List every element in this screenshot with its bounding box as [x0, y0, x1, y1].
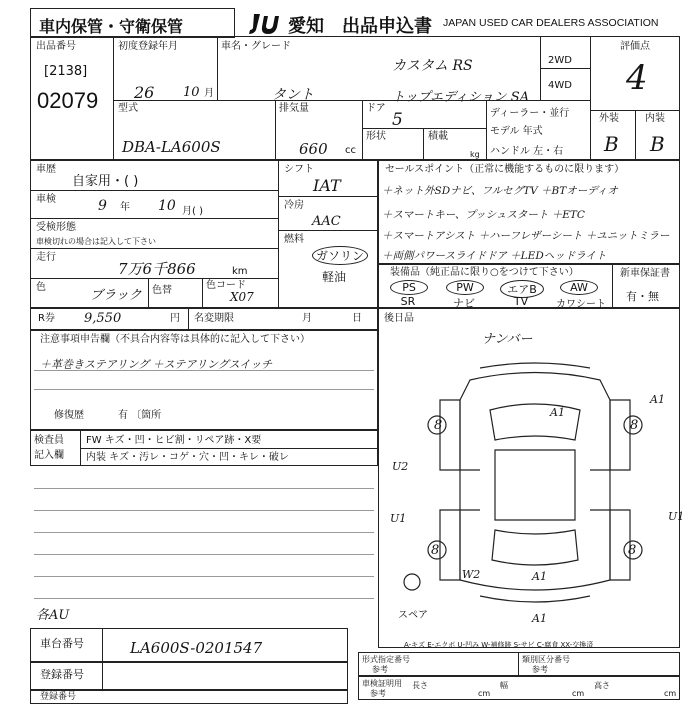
selling-point-1: ＋ネット外SDナビ、フルセグTV ＋BTオーディオ — [382, 185, 618, 197]
type-designation-label2: 参考 — [372, 665, 388, 674]
recycle-unit: 円 — [170, 313, 180, 324]
registration-month: 10 — [183, 85, 200, 100]
model-value: DBA-LA600S — [122, 138, 221, 156]
doors-label: ドア — [366, 103, 386, 114]
wheel-mark-rl: 8 — [431, 543, 440, 558]
equip-aw: AW — [560, 280, 598, 295]
org-name: 愛知 — [288, 16, 324, 37]
rear-seat-label: 後日品 — [384, 313, 414, 324]
inspection-month-unit: 月( ) — [182, 206, 203, 217]
aircon-label: 冷房 — [284, 200, 304, 211]
acceptance-note: 車検切れの場合は記入して下さい — [36, 237, 156, 246]
selling-point-2: ＋スマートキー、プッシュスタート ＋ETC — [382, 209, 585, 221]
inspector-label2: 記入欄 — [34, 450, 64, 461]
history-value: 自家用・( ) — [72, 174, 139, 189]
shift-label: シフト — [284, 164, 314, 175]
exterior-label: 外装 — [599, 113, 619, 124]
rear-seat-value: ナンバー — [482, 332, 533, 347]
repair-value: 有 〔箇所 — [118, 410, 162, 421]
repair-label: 修復歴 — [54, 410, 84, 421]
registration-month-suffix: 月 — [204, 88, 214, 99]
wheel-mark-rr: 8 — [628, 543, 637, 558]
displacement-unit: cc — [345, 145, 356, 156]
damage-mark-6: A1 — [532, 570, 547, 583]
storage-label: 車内保管・守衛保管 — [39, 17, 184, 36]
doors-value: 5 — [392, 110, 403, 130]
acceptance-label: 受検形態 — [36, 222, 76, 233]
org-english: JAPAN USED CAR DEALERS ASSOCIATION — [443, 17, 659, 29]
equip-airbag: エアB — [500, 280, 544, 298]
color-code-value: X07 — [230, 290, 254, 304]
rating-score: 4 — [626, 58, 648, 98]
storage-box — [30, 8, 235, 38]
grade-line2: トップエディション SA — [392, 90, 530, 105]
name-change-label: 名変期限 — [194, 313, 234, 324]
cert-box — [358, 676, 680, 700]
equip-pw: PW — [446, 280, 484, 295]
equipment-label: 装備品（純正品に限り○をつけて下さい） — [390, 267, 579, 278]
warranty-value: 有・無 — [626, 290, 659, 303]
registration-label: 初度登録年月 — [118, 41, 178, 52]
inspection-month: 10 — [158, 198, 176, 214]
selling-point-3: ＋スマートアシスト ＋ハーフレザーシート ＋ユニットミラー — [382, 230, 670, 242]
wheel-mark-fl: 8 — [434, 418, 443, 433]
equip-ps: PS — [390, 280, 428, 295]
document-title: 出品申込書 — [342, 16, 432, 37]
type-designation-label4: 参考 — [532, 665, 548, 674]
mileage-label: 走行 — [36, 252, 56, 263]
color-value: ブラック — [90, 288, 142, 303]
equip-sr: SR — [400, 295, 416, 308]
shift-value: IAT — [313, 176, 341, 195]
weight-unit: kg — [470, 150, 480, 159]
damage-mark-7: U1 — [668, 510, 685, 523]
equip-navi: ナビ — [453, 297, 475, 310]
dealer-handle: ハンドル 左・右 — [490, 146, 564, 157]
reg-number-label: 登録番号 — [40, 668, 84, 681]
warranty-label: 新車保証書 — [620, 268, 670, 279]
cert-height-unit: cm — [664, 689, 677, 698]
chassis-label: 車台番号 — [40, 637, 84, 650]
mileage-unit: km — [232, 266, 248, 277]
displacement-label: 排気量 — [279, 103, 309, 114]
cert-width-unit: cm — [572, 689, 585, 698]
cert-length: 長さ — [412, 681, 428, 690]
inspector-fw-row: FW キズ・凹・ヒビ割・リペア跡・X要 — [86, 435, 262, 446]
car-name: タント — [272, 87, 314, 103]
mileage-value: 7万6千866 — [118, 260, 196, 278]
lot-bracket-number: [2138] — [44, 64, 88, 79]
dealer-label: ディーラー・並行 — [490, 108, 570, 119]
grade-line1: カスタム RS — [392, 58, 473, 74]
history-label: 車歴 — [36, 164, 56, 175]
rating-label: 評価点 — [620, 41, 650, 52]
fixed-number-label: 登録番号 — [40, 692, 77, 702]
damage-legend: A-キズ E-エクボ U-凹み W-補修跡 S-サビ C-腐食 XX-交換済 — [404, 641, 594, 649]
fuel-gasoline: ガソリン — [312, 246, 368, 265]
interior-grade: B — [650, 132, 665, 156]
logo-mark — [248, 10, 286, 36]
color-code-label: 色コード — [206, 280, 246, 291]
type-designation-label3: 類別区分番号 — [522, 655, 570, 664]
recycle-value: 9,550 — [84, 311, 122, 326]
cert-ref: 参考 — [370, 689, 386, 698]
color-change-label: 色替 — [152, 285, 172, 296]
inspector-interior-row: 内装 キズ・汚レ・コゲ・穴・凹・キレ・破レ — [86, 452, 289, 463]
fixed-number-row — [30, 690, 348, 704]
weight-label: 積載 — [428, 131, 448, 142]
damage-mark-8: A1 — [532, 612, 547, 625]
cert-height: 高さ — [594, 681, 610, 690]
lot-number: 02079 — [37, 88, 99, 113]
type-designation-label1: 形式指定番号 — [362, 655, 410, 664]
left-note: 各AU — [36, 608, 70, 623]
fuel-label: 燃料 — [284, 234, 304, 245]
chassis-value: LA600S-0201547 — [130, 639, 263, 657]
spare-label: スペア — [398, 610, 428, 621]
dealer-model-year: モデル 年式 — [490, 126, 543, 137]
drive-2wd: 2WD — [548, 55, 572, 66]
damage-mark-5: W2 — [462, 568, 481, 581]
damage-mark-3: U2 — [392, 460, 409, 473]
equip-kawa-seat: カワシート — [556, 299, 606, 310]
notes-label: 注意事項申告欄（不具合内容等は具体的に記入して下さい） — [40, 334, 310, 345]
inspection-year-unit: 年 — [120, 202, 130, 213]
car-name-label: 車名・グレード — [221, 41, 291, 52]
exterior-grade: B — [604, 132, 619, 156]
cert-length-unit: cm — [478, 689, 491, 698]
displacement-value: 660 — [299, 140, 328, 158]
registration-year: 26 — [134, 83, 155, 102]
cert-width: 幅 — [500, 681, 508, 690]
name-change-month: 月 — [302, 313, 312, 324]
selling-point-4: ＋両側パワースライドドア ＋LEDヘッドライト — [382, 250, 607, 262]
inspection-label: 車検 — [36, 194, 56, 205]
model-label: 型式 — [118, 103, 138, 114]
recycle-label: R券 — [38, 313, 55, 324]
damage-mark-4: U1 — [390, 512, 407, 525]
lot-label: 出品番号 — [36, 41, 76, 52]
damage-mark-1: A1 — [650, 393, 665, 406]
equip-tv: TV — [513, 295, 529, 308]
inspector-label1: 検査員 — [34, 435, 64, 446]
notes-text: ＋革巻きステアリング ＋ステアリングスイッチ — [40, 358, 273, 371]
damage-mark-2: A1 — [550, 406, 565, 419]
aircon-value: AAC — [312, 214, 341, 229]
inspection-year: 9 — [98, 198, 107, 214]
selling-points-label: セールスポイント（正常に機能するものに限ります） — [385, 164, 625, 175]
wheel-mark-fr: 8 — [630, 418, 639, 433]
drive-4wd: 4WD — [548, 80, 572, 91]
color-label: 色 — [36, 282, 46, 293]
cert-label: 車検証明用 — [362, 679, 402, 688]
name-change-day: 日 — [352, 313, 362, 324]
interior-label: 内装 — [645, 113, 665, 124]
shape-label: 形状 — [366, 131, 386, 142]
fuel-diesel: 軽油 — [322, 270, 347, 284]
ju-logo-icon — [248, 10, 286, 36]
